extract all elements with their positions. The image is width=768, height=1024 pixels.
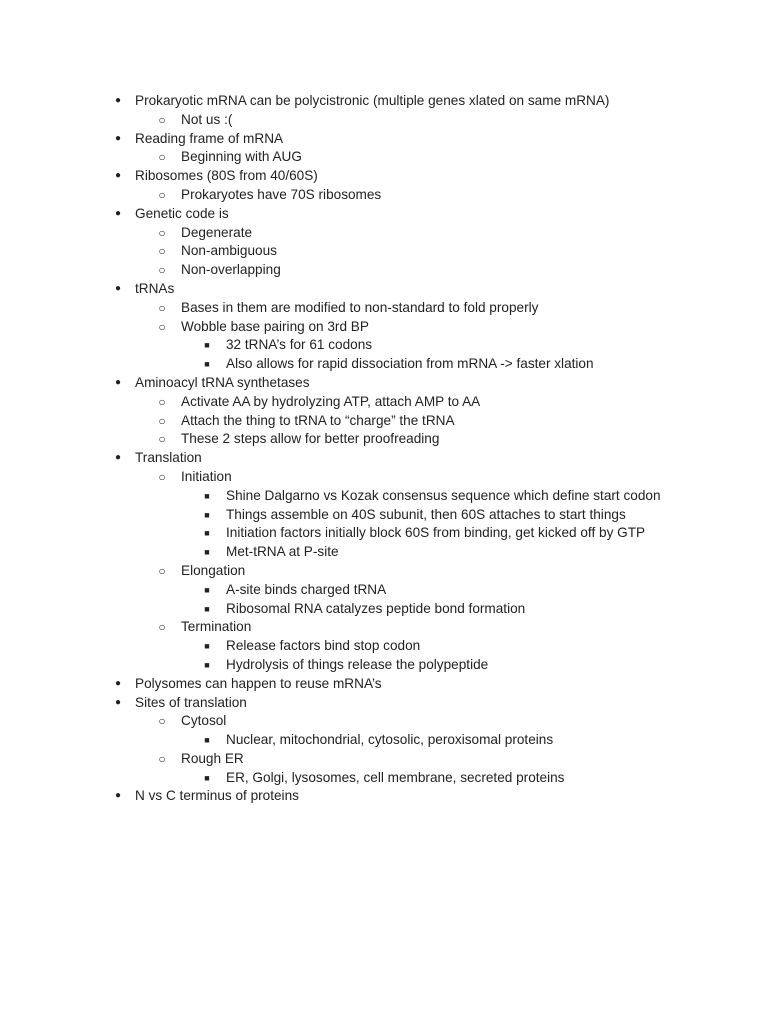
list-item-text: Degenerate	[181, 224, 253, 240]
filled-circle-bullet-icon: ●	[114, 790, 122, 802]
list-item-text: Sites of translation	[135, 694, 247, 710]
list-item-level-1	[0, 374, 768, 393]
list-item-text: Also allows for rapid dissociation from mRNA -> faster xlation	[226, 356, 594, 372]
list-item-text: Polysomes can happen to reuse mRNA’s	[135, 675, 382, 691]
list-item-level-1	[0, 130, 768, 149]
hollow-circle-bullet-icon: ○	[158, 187, 166, 202]
list-item-level-3	[0, 506, 768, 525]
list-item-level-2	[0, 299, 768, 318]
filled-circle-bullet-icon: ●	[114, 207, 122, 219]
hollow-circle-bullet-icon: ○	[158, 319, 166, 334]
list-item-text: Non-ambiguous	[181, 243, 277, 259]
hollow-circle-bullet-icon: ○	[158, 263, 166, 278]
list-item-level-3	[0, 543, 768, 562]
list-item-text: 32 tRNA’s for 61 codons	[226, 337, 373, 353]
hollow-circle-bullet-icon: ○	[158, 751, 166, 766]
square-bullet-icon: ■	[204, 735, 210, 746]
hollow-circle-bullet-icon: ○	[158, 714, 166, 729]
list-item-level-2	[0, 186, 768, 205]
list-item-text: Initiation	[181, 468, 232, 484]
filled-circle-bullet-icon: ●	[114, 95, 122, 106]
list-item-text: ER, Golgi, lysosomes, cell membrane, secreted proteins	[226, 769, 565, 785]
square-bullet-icon: ■	[204, 547, 210, 558]
list-item-level-2	[0, 148, 768, 167]
list-item-level-1	[0, 92, 768, 111]
list-item-text: Cytosol	[181, 713, 227, 729]
list-item-text: Activate AA by hydrolyzing ATP, attach AMP to AA	[181, 393, 481, 409]
list-item-text: Bases in them are modified to non-standard to fold properly	[181, 299, 539, 315]
list-item-level-3	[0, 637, 768, 656]
list-item-level-2	[0, 111, 768, 130]
square-bullet-icon: ■	[204, 340, 210, 351]
list-item-text: N vs C terminus of proteins	[135, 788, 299, 804]
list-item-text: Ribosomes (80S from 40/60S)	[135, 168, 318, 184]
filled-circle-bullet-icon: ●	[114, 677, 122, 689]
square-bullet-icon: ■	[204, 603, 210, 614]
list-item-text: Wobble base pairing on 3rd BP	[181, 318, 369, 334]
list-item-level-2	[0, 318, 768, 337]
filled-circle-bullet-icon: ●	[114, 282, 122, 294]
hollow-circle-bullet-icon: ○	[158, 432, 166, 447]
list-item-level-2	[0, 393, 768, 412]
list-item-text: Rough ER	[181, 750, 244, 766]
filled-circle-bullet-icon: ●	[114, 376, 122, 388]
square-bullet-icon: ■	[204, 490, 210, 501]
list-item-text: Hydrolysis of things release the polypeptide	[226, 656, 489, 672]
list-item-text: Ribosomal RNA catalyzes peptide bond formation	[226, 600, 526, 616]
square-bullet-icon: ■	[204, 772, 210, 783]
list-item-text: Reading frame of mRNA	[135, 130, 284, 146]
list-item-text: Things assemble on 40S subunit, then 60S attaches to start things	[226, 506, 626, 522]
list-item-level-1	[0, 787, 768, 806]
list-item-level-3	[0, 355, 768, 374]
hollow-circle-bullet-icon: ○	[158, 413, 166, 428]
hollow-circle-bullet-icon: ○	[158, 620, 166, 635]
hollow-circle-bullet-icon: ○	[158, 225, 166, 240]
list-item-level-1	[0, 280, 768, 299]
list-item-level-1	[0, 167, 768, 186]
hollow-circle-bullet-icon: ○	[158, 394, 166, 409]
square-bullet-icon: ■	[204, 528, 210, 539]
list-item-text: Aminoacyl tRNA synthetases	[135, 374, 310, 390]
filled-circle-bullet-icon: ●	[114, 696, 122, 708]
filled-circle-bullet-icon: ●	[114, 452, 122, 464]
list-item-text: Translation	[135, 450, 202, 466]
list-item-level-3	[0, 336, 768, 355]
list-item-level-2	[0, 468, 768, 487]
hollow-circle-bullet-icon: ○	[158, 244, 166, 259]
list-item-level-1	[0, 675, 768, 694]
list-item-level-2	[0, 750, 768, 769]
list-item-text: These 2 steps allow for better proofreading	[181, 431, 440, 447]
list-item-level-3	[0, 769, 768, 788]
list-item-text: Shine Dalgarno vs Kozak consensus sequence which define start codon	[226, 487, 661, 503]
notes-list	[0, 92, 768, 806]
list-item-level-2	[0, 412, 768, 431]
list-item-level-3	[0, 524, 768, 543]
list-item-text: A-site binds charged tRNA	[226, 581, 387, 597]
square-bullet-icon: ■	[204, 584, 210, 595]
list-item-text: Initiation factors initially block 60S from binding, get kicked off by GTP	[226, 525, 646, 541]
list-item-level-2	[0, 261, 768, 280]
list-item-level-2	[0, 712, 768, 731]
list-item-text: Release factors bind stop codon	[226, 638, 421, 654]
list-item-text: Termination	[181, 619, 252, 635]
list-item-level-2	[0, 224, 768, 243]
list-item-level-3	[0, 581, 768, 600]
list-item-level-2	[0, 562, 768, 581]
list-item-text: Not us :(	[181, 111, 233, 127]
list-item-level-2	[0, 618, 768, 637]
list-item-level-3	[0, 600, 768, 619]
list-item-level-3	[0, 656, 768, 675]
hollow-circle-bullet-icon: ○	[158, 112, 166, 127]
list-item-text: Elongation	[181, 562, 246, 578]
square-bullet-icon: ■	[204, 359, 210, 370]
list-item-level-3	[0, 487, 768, 506]
hollow-circle-bullet-icon: ○	[158, 300, 166, 315]
square-bullet-icon: ■	[204, 509, 210, 520]
list-item-text: tRNAs	[135, 280, 175, 296]
list-item-text: Nuclear, mitochondrial, cytosolic, peroxisomal proteins	[226, 732, 554, 748]
list-item-text: Attach the thing to tRNA to “charge” the tRNA	[181, 412, 455, 428]
hollow-circle-bullet-icon: ○	[158, 150, 166, 165]
list-item-level-1	[0, 449, 768, 468]
filled-circle-bullet-icon: ●	[114, 170, 122, 182]
hollow-circle-bullet-icon: ○	[158, 469, 166, 484]
list-item-text: Genetic code is	[135, 205, 229, 221]
square-bullet-icon: ■	[204, 641, 210, 652]
list-item-level-2	[0, 242, 768, 261]
list-item-level-1	[0, 694, 768, 713]
list-item-text: Beginning with AUG	[181, 149, 302, 165]
list-item-text: Non-overlapping	[181, 262, 281, 278]
list-item-text: Met-tRNA at P-site	[226, 544, 339, 560]
filled-circle-bullet-icon: ●	[114, 132, 122, 144]
list-item-level-3	[0, 731, 768, 750]
list-item-level-1	[0, 205, 768, 224]
list-item-text: Prokaryotes have 70S ribosomes	[181, 186, 382, 202]
hollow-circle-bullet-icon: ○	[158, 563, 166, 578]
list-item-text: Prokaryotic mRNA can be polycistronic (multiple genes xlated on same mRNA)	[135, 93, 610, 108]
list-item-level-2	[0, 430, 768, 449]
square-bullet-icon: ■	[204, 659, 210, 670]
